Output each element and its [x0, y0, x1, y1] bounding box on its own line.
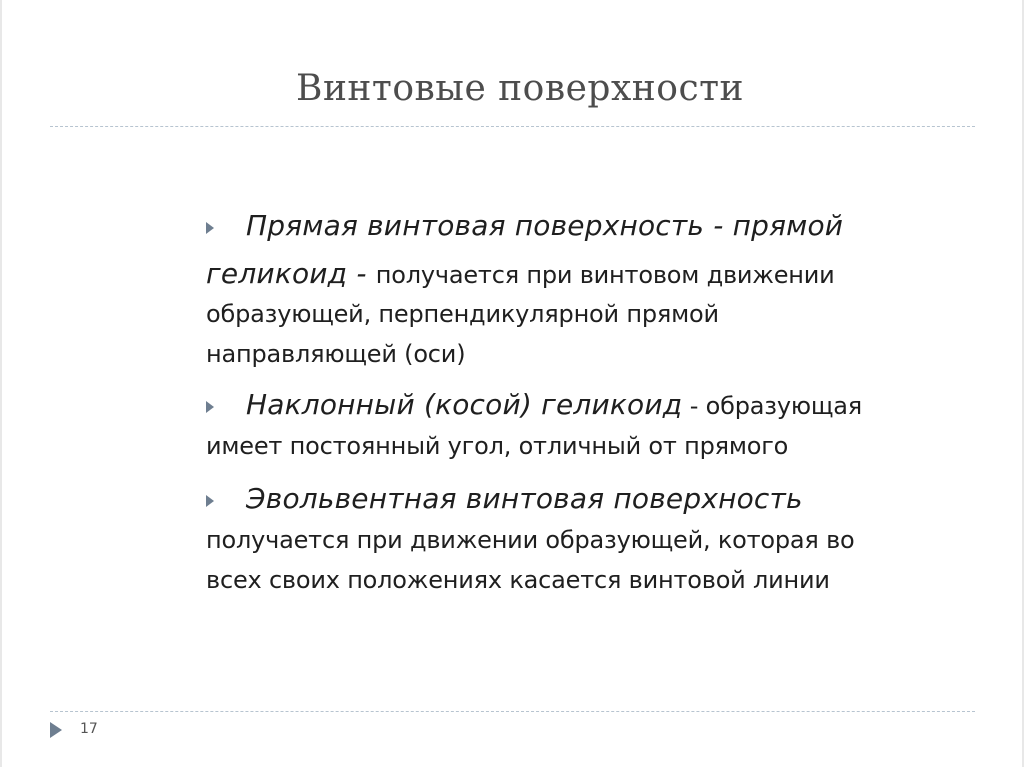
bullet-arrow-icon [206, 401, 214, 413]
bullet-text: получается при движении образующей, которая во [206, 526, 855, 554]
slide-title: Винтовые поверхности [295, 68, 745, 109]
bullet-item [206, 384, 966, 466]
bullet-text: - образующая [682, 392, 862, 420]
bullet-text: всех своих положениях касается винтовой линии [206, 566, 830, 594]
bullet-term: Эвольвентная винтовая поверхность [246, 482, 803, 515]
bullet-arrow-icon [206, 222, 214, 234]
bullet-term: Наклонный (косой) геликоид [246, 388, 683, 421]
footer-divider [50, 711, 975, 712]
bullet-term: геликоид - [206, 257, 376, 290]
bullet-text: получается при винтовом движении [375, 261, 835, 289]
bullet-arrow-icon [206, 495, 214, 507]
bullet-text: имеет постоянный угол, отличный от прямого [206, 432, 789, 460]
title-divider [50, 126, 975, 127]
bullet-list [206, 205, 966, 600]
bullet-text: направляющей (оси) [206, 340, 466, 368]
page-number: 17 [80, 721, 98, 737]
bullet-text: образующей, перпендикулярной прямой [206, 300, 719, 328]
slide [2, 0, 1022, 767]
bullet-item [206, 478, 966, 600]
bullet-item [206, 205, 966, 374]
bullet-term: Прямая винтовая поверхность - прямой [246, 209, 844, 242]
footer-arrow-icon [50, 722, 62, 738]
